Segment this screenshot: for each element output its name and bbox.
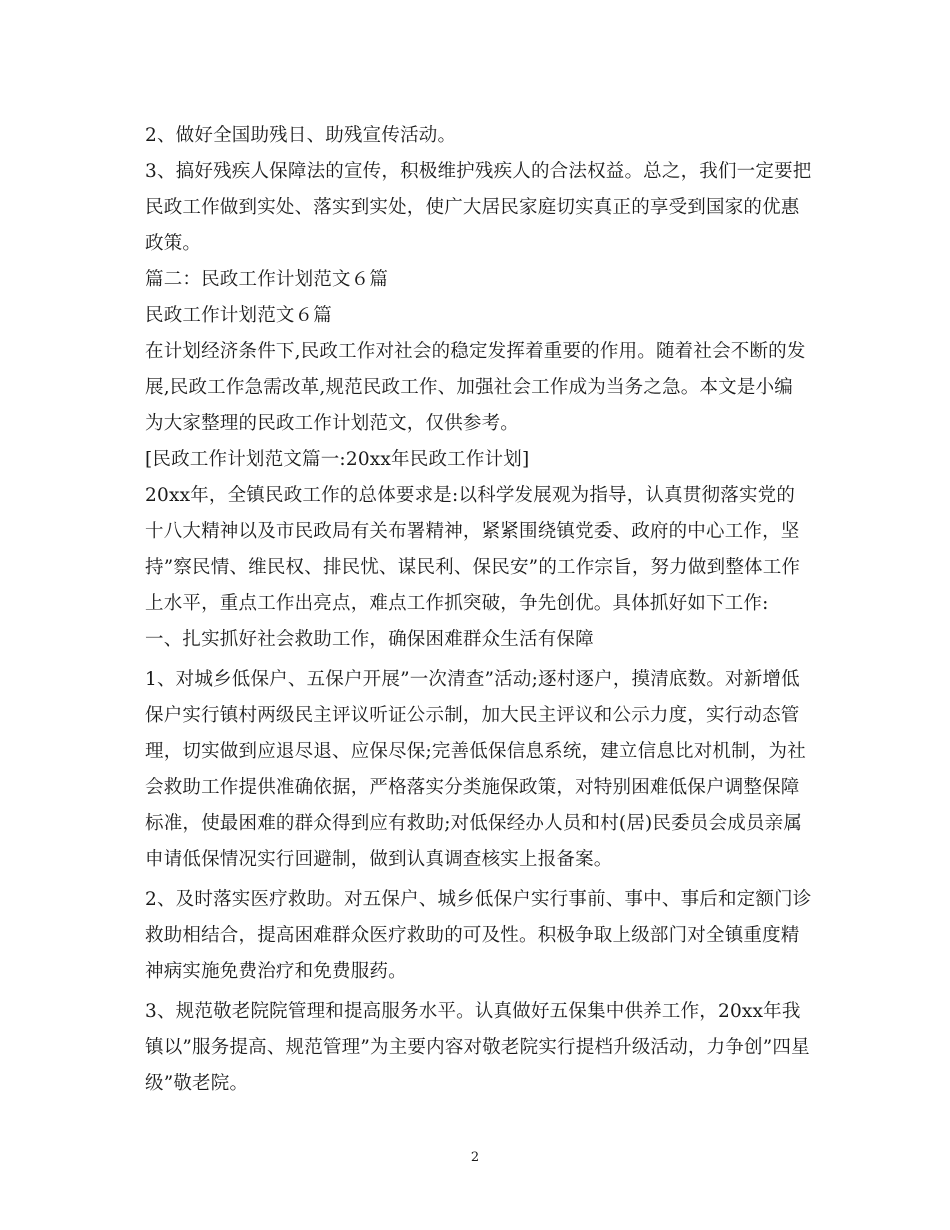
text-line: 民政工作计划范文６篇 <box>145 305 333 326</box>
text-line: 级”敬老院。 <box>145 1073 249 1094</box>
paragraph <box>145 334 810 442</box>
text-line: 1、对城乡低保户、五保户开展”一次清查”活动;逐村逐户，摸清底数。对新增低 <box>145 669 800 690</box>
text-line: 3、规范敬老院院管理和提高服务水平。认真做好五保集中供养工作，20xx年我 <box>145 1001 801 1022</box>
article-title <box>145 298 810 334</box>
text-line: 上水平，重点工作出亮点，难点工作抓突破，争先创优。具体抓好如下工作: <box>145 593 769 614</box>
paragraph <box>145 662 810 878</box>
document-body <box>145 118 810 1102</box>
text-line: 2、及时落实医疗救助。对五保户、城乡低保户实行事前、事中、事后和定额门诊 <box>145 889 812 910</box>
text-line: 救助相结合，提高困难群众医疗救助的可及性。积极争取上级部门对全镇重度精 <box>145 925 800 946</box>
paragraph <box>145 154 810 262</box>
text-line: 为大家整理的民政工作计划范文，仅供参考。 <box>145 413 520 434</box>
text-line: 展,民政工作急需改革,规范民政工作、加强社会工作成为当务之急。本文是小编 <box>145 377 793 398</box>
text-line: 保户实行镇村两级民主评议听证公示制，加大民主评议和公示力度，实行动态管 <box>145 705 800 726</box>
text-line: 在计划经济条件下,民政工作对社会的稳定发挥着重要的作用。随着社会不断的发 <box>145 341 806 362</box>
paragraph <box>145 882 810 990</box>
text-line: 镇以”服务提高、规范管理”为主要内容对敬老院实行提档升级活动，力争创”四星 <box>145 1037 810 1058</box>
paragraph <box>145 118 810 154</box>
subsection-heading <box>145 442 810 478</box>
text-line: 神病实施免费治疗和免费服药。 <box>145 961 407 982</box>
page-number: 2 <box>470 1150 480 1165</box>
text-line: 申请低保情况实行回避制，做到认真调查核实上报备案。 <box>145 849 613 870</box>
text-line: 20xx年，全镇民政工作的总体要求是:以科学发展观为指导，认真贯彻落实党的 <box>145 485 796 506</box>
text-line: 十八大精神以及市民政局有关布署精神，紧紧围绕镇党委、政府的中心工作，坚 <box>145 521 800 542</box>
text-line: 篇二：民政工作计划范文６篇 <box>145 269 389 290</box>
text-line: 会救助工作提供准确依据，严格落实分类施保政策，对特别困难低保户调整保障 <box>145 777 800 798</box>
text-line: [民政工作计划范文篇一:20xx年民政工作计划] <box>145 449 530 470</box>
text-line: 民政工作做到实处、落实到实处，使广大居民家庭切实真正的享受到国家的优惠 <box>145 197 800 218</box>
list-heading <box>145 622 810 658</box>
text-line: 3、搞好残疾人保障法的宣传，积极维护残疾人的合法权益。总之，我们一定要把 <box>145 161 812 182</box>
text-line: 标准，使最困难的群众得到应有救助;对低保经办人员和村(居)民委员会成员亲属 <box>145 813 803 834</box>
text-line: 理，切实做到应退尽退、应保尽保;完善低保信息系统，建立信息比对机制，为社 <box>145 741 806 762</box>
text-line: 一、扎实抓好社会救助工作，确保困难群众生活有保障 <box>145 629 594 650</box>
section-heading <box>145 262 810 298</box>
text-line: 持”察民情、维民权、排民忧、谋民利、保民安”的工作宗旨，努力做到整体工作 <box>145 557 801 578</box>
paragraph <box>145 994 810 1102</box>
text-line: 2、做好全国助残日、助残宣传活动。 <box>145 125 457 146</box>
paragraph <box>145 478 810 622</box>
text-line: 政策。 <box>145 233 202 254</box>
